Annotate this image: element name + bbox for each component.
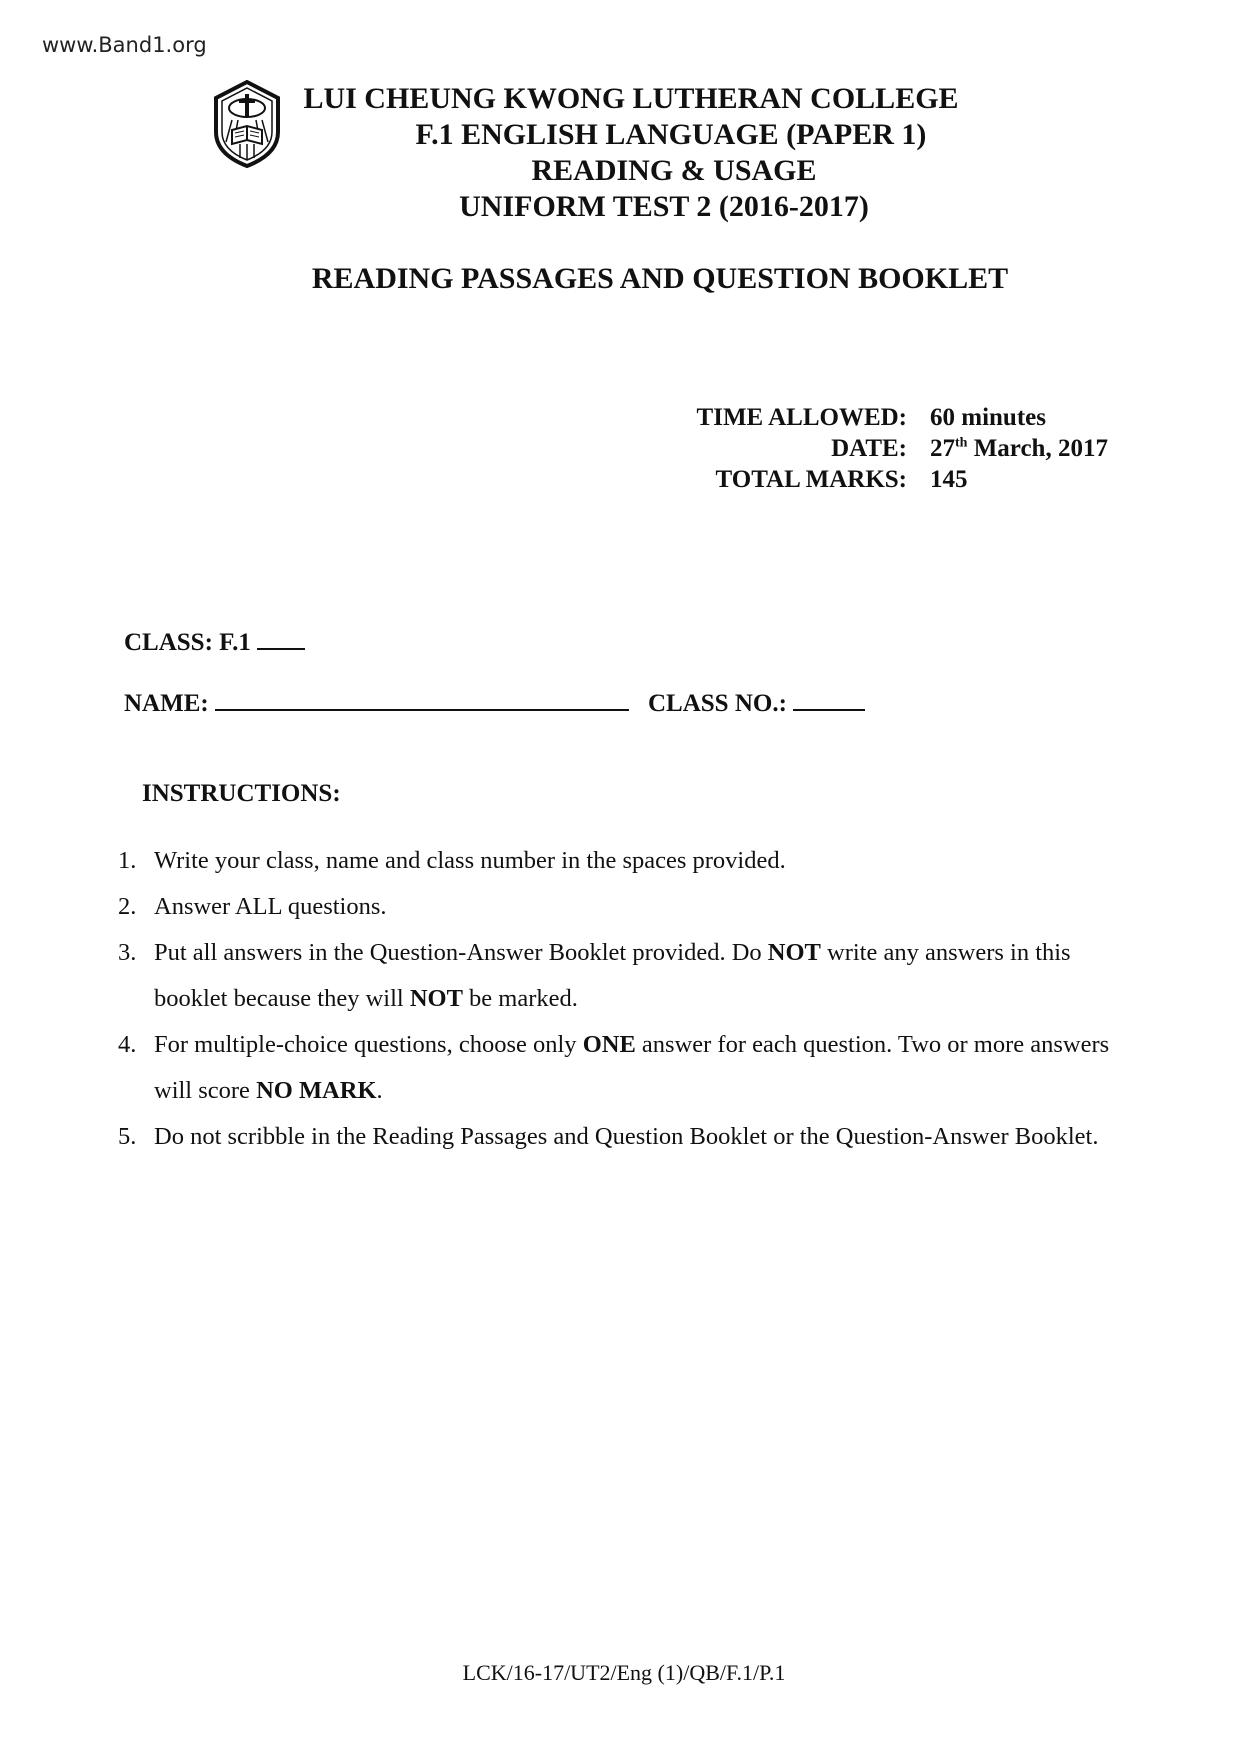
instructions-list [118,838,1128,1160]
instruction-item [118,1022,1128,1114]
school-name: LUI CHEUNG KWONG LUTHERAN COLLEGE [303,82,959,115]
instruction-text: Do not scribble in the Reading Passages and Question Booklet or the Question-Answer Booklet. [154,1123,1099,1150]
instruction-item [118,1114,1128,1160]
class-label: CLASS: F.1 [124,629,251,656]
test-title: UNIFORM TEST 2 (2016-2017) [459,190,869,223]
date-suffix: th [955,435,968,451]
classno-field[interactable] [648,687,865,718]
page-footer: LCK/16-17/UT2/Eng (1)/QB/F.1/P.1 [462,1660,786,1685]
instruction-number: 5. [118,1123,137,1150]
instruction-item [118,838,1128,884]
instructions-title: INSTRUCTIONS: [142,780,341,807]
instruction-emphasis: ONE [582,1031,636,1058]
marks-value: 145 [930,466,968,493]
booklet-title: READING PASSAGES AND QUESTION BOOKLET [311,262,1009,295]
instruction-emphasis: NO MARK [256,1077,377,1104]
instruction-text: Put all answers in the Question-Answer Booklet provided. Do [154,939,768,966]
name-blank[interactable] [215,687,629,711]
marks-label: TOTAL MARKS: [715,466,907,493]
time-label: TIME ALLOWED: [696,404,907,431]
instruction-emphasis: NOT [409,985,463,1012]
instruction-text: For multiple-choice questions, choose only [154,1031,583,1058]
paper-title: READING & USAGE [531,154,817,187]
time-value: 60 minutes [930,404,1046,431]
instruction-number: 1. [118,847,137,874]
instruction-number: 3. [118,939,137,966]
subject-title: F.1 ENGLISH LANGUAGE (PAPER 1) [415,118,927,151]
instruction-number: 4. [118,1031,137,1058]
instruction-item [118,930,1128,1022]
instruction-text: . [376,1077,383,1104]
instruction-text: Write your class, name and class number in the spaces provided. [154,847,786,874]
instruction-text: Answer ALL questions. [154,893,387,920]
instruction-text: write any answers in this booklet because they will [154,939,1071,1012]
date-label: DATE: [831,435,907,462]
instruction-text: be marked. [462,985,578,1012]
name-label: NAME: [124,690,209,717]
class-field[interactable] [124,626,305,657]
date-day: 27 [930,435,955,462]
exam-meta [0,404,1240,497]
instruction-emphasis: NOT [767,939,821,966]
class-blank[interactable] [257,626,305,650]
date-rest: March, 2017 [967,435,1108,462]
classno-label: CLASS NO.: [648,690,787,717]
instruction-text: answer for each question. Two or more answers will score [154,1031,1110,1104]
date-value [930,435,1108,463]
name-field[interactable] [124,687,629,718]
instruction-item [118,884,1128,930]
watermark-url: www.Band1.org [42,33,207,57]
instruction-number: 2. [118,893,137,920]
classno-blank[interactable] [793,687,865,711]
